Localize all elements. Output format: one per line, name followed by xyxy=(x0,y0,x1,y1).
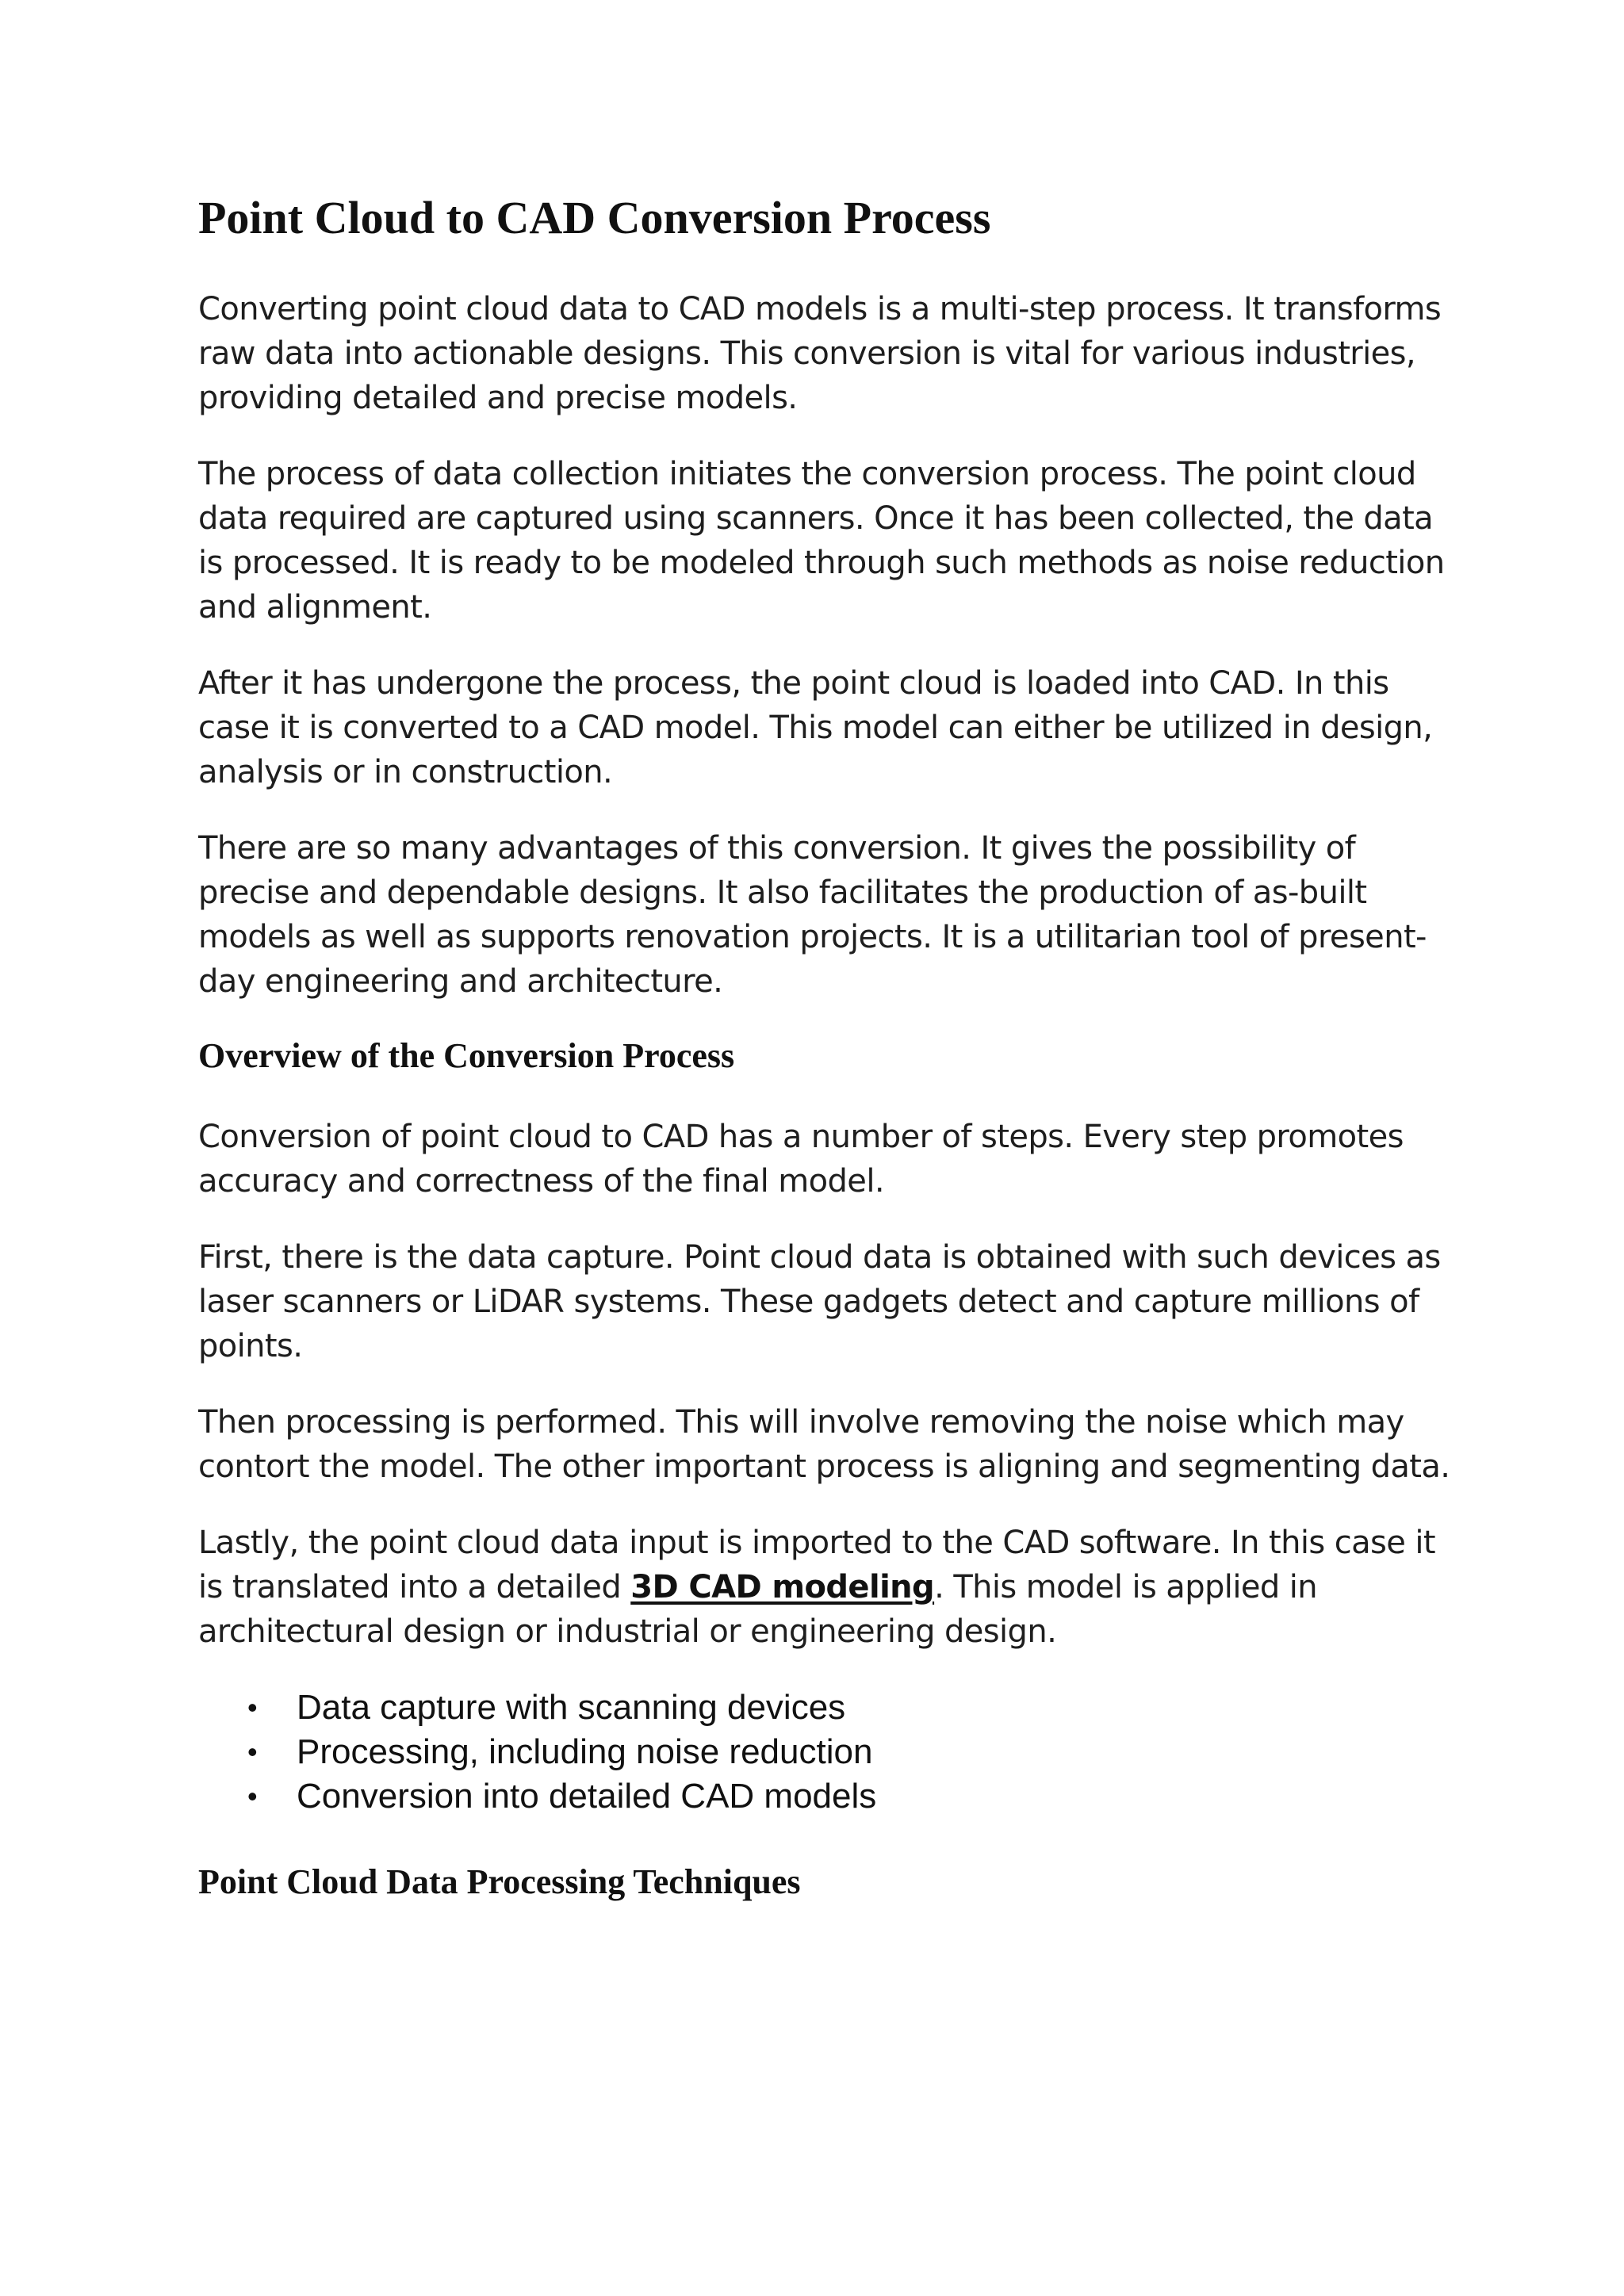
conversion-steps-list xyxy=(198,1686,1451,1819)
intro-paragraph: There are so many advantages of this conversion. It gives the possibility of precise and dependable designs. It also facilitates the production of as-built models as well as supports renovation projects. It is a utilitarian tool of present-day engineering and architecture. xyxy=(198,829,1427,1000)
3d-cad-modeling-link[interactable]: 3D CAD modeling xyxy=(630,1569,935,1606)
intro-paragraph: The process of data collection initiates the conversion process. The point cloud data required are captured using scanners. Once it has been collected, the data is processed. It is ready to be modeled through such methods as noise reduction and alignment. xyxy=(198,455,1445,626)
section-heading-overview: Overview of the Conversion Process xyxy=(198,1035,735,1075)
overview-paragraph: Then processing is performed. This will involve removing the noise which may contort the model. The other important process is aligning and segmenting data. xyxy=(198,1404,1450,1486)
paragraph-text: Lastly, the point cloud data input is imported to the CAD software. In this case it is translated into a detailed xyxy=(198,1525,1436,1606)
list-item xyxy=(198,1774,1451,1819)
section-heading-techniques: Point Cloud Data Processing Techniques xyxy=(198,1862,801,1902)
bullet-icon: • xyxy=(247,1780,258,1813)
paragraph-text: . This model is applied in architectural design or industrial or engineering design. xyxy=(198,1569,1318,1651)
list-item-text: Processing, including noise reduction xyxy=(297,1732,873,1772)
intro-paragraph: After it has undergone the process, the point cloud is loaded into CAD. In this case it is converted to a CAD model. This model can either be utilized in design, analysis or in construction. xyxy=(198,664,1433,790)
overview-paragraph: First, there is the data capture. Point cloud data is obtained with such devices as laser scanners or LiDAR systems. These gadgets detect and capture millions of points. xyxy=(198,1239,1441,1365)
list-item-text: Data capture with scanning devices xyxy=(297,1688,846,1728)
bullet-icon: • xyxy=(247,1735,258,1769)
list-item xyxy=(198,1686,1451,1730)
list-item xyxy=(198,1730,1451,1774)
overview-paragraph: Conversion of point cloud to CAD has a number of steps. Every step promotes accuracy and correctness of the final model. xyxy=(198,1119,1404,1200)
bullet-icon: • xyxy=(247,1691,258,1724)
list-item-text: Conversion into detailed CAD models xyxy=(297,1777,877,1816)
intro-paragraph: Converting point cloud data to CAD models is a multi-step process. It transforms raw data into actionable designs. This conversion is vital for various industries, providing detailed and precise models. xyxy=(198,290,1442,416)
document-page xyxy=(198,190,1451,1942)
page-title: Point Cloud to CAD Conversion Process xyxy=(198,192,991,243)
overview-paragraph-with-link xyxy=(198,1521,1451,1654)
